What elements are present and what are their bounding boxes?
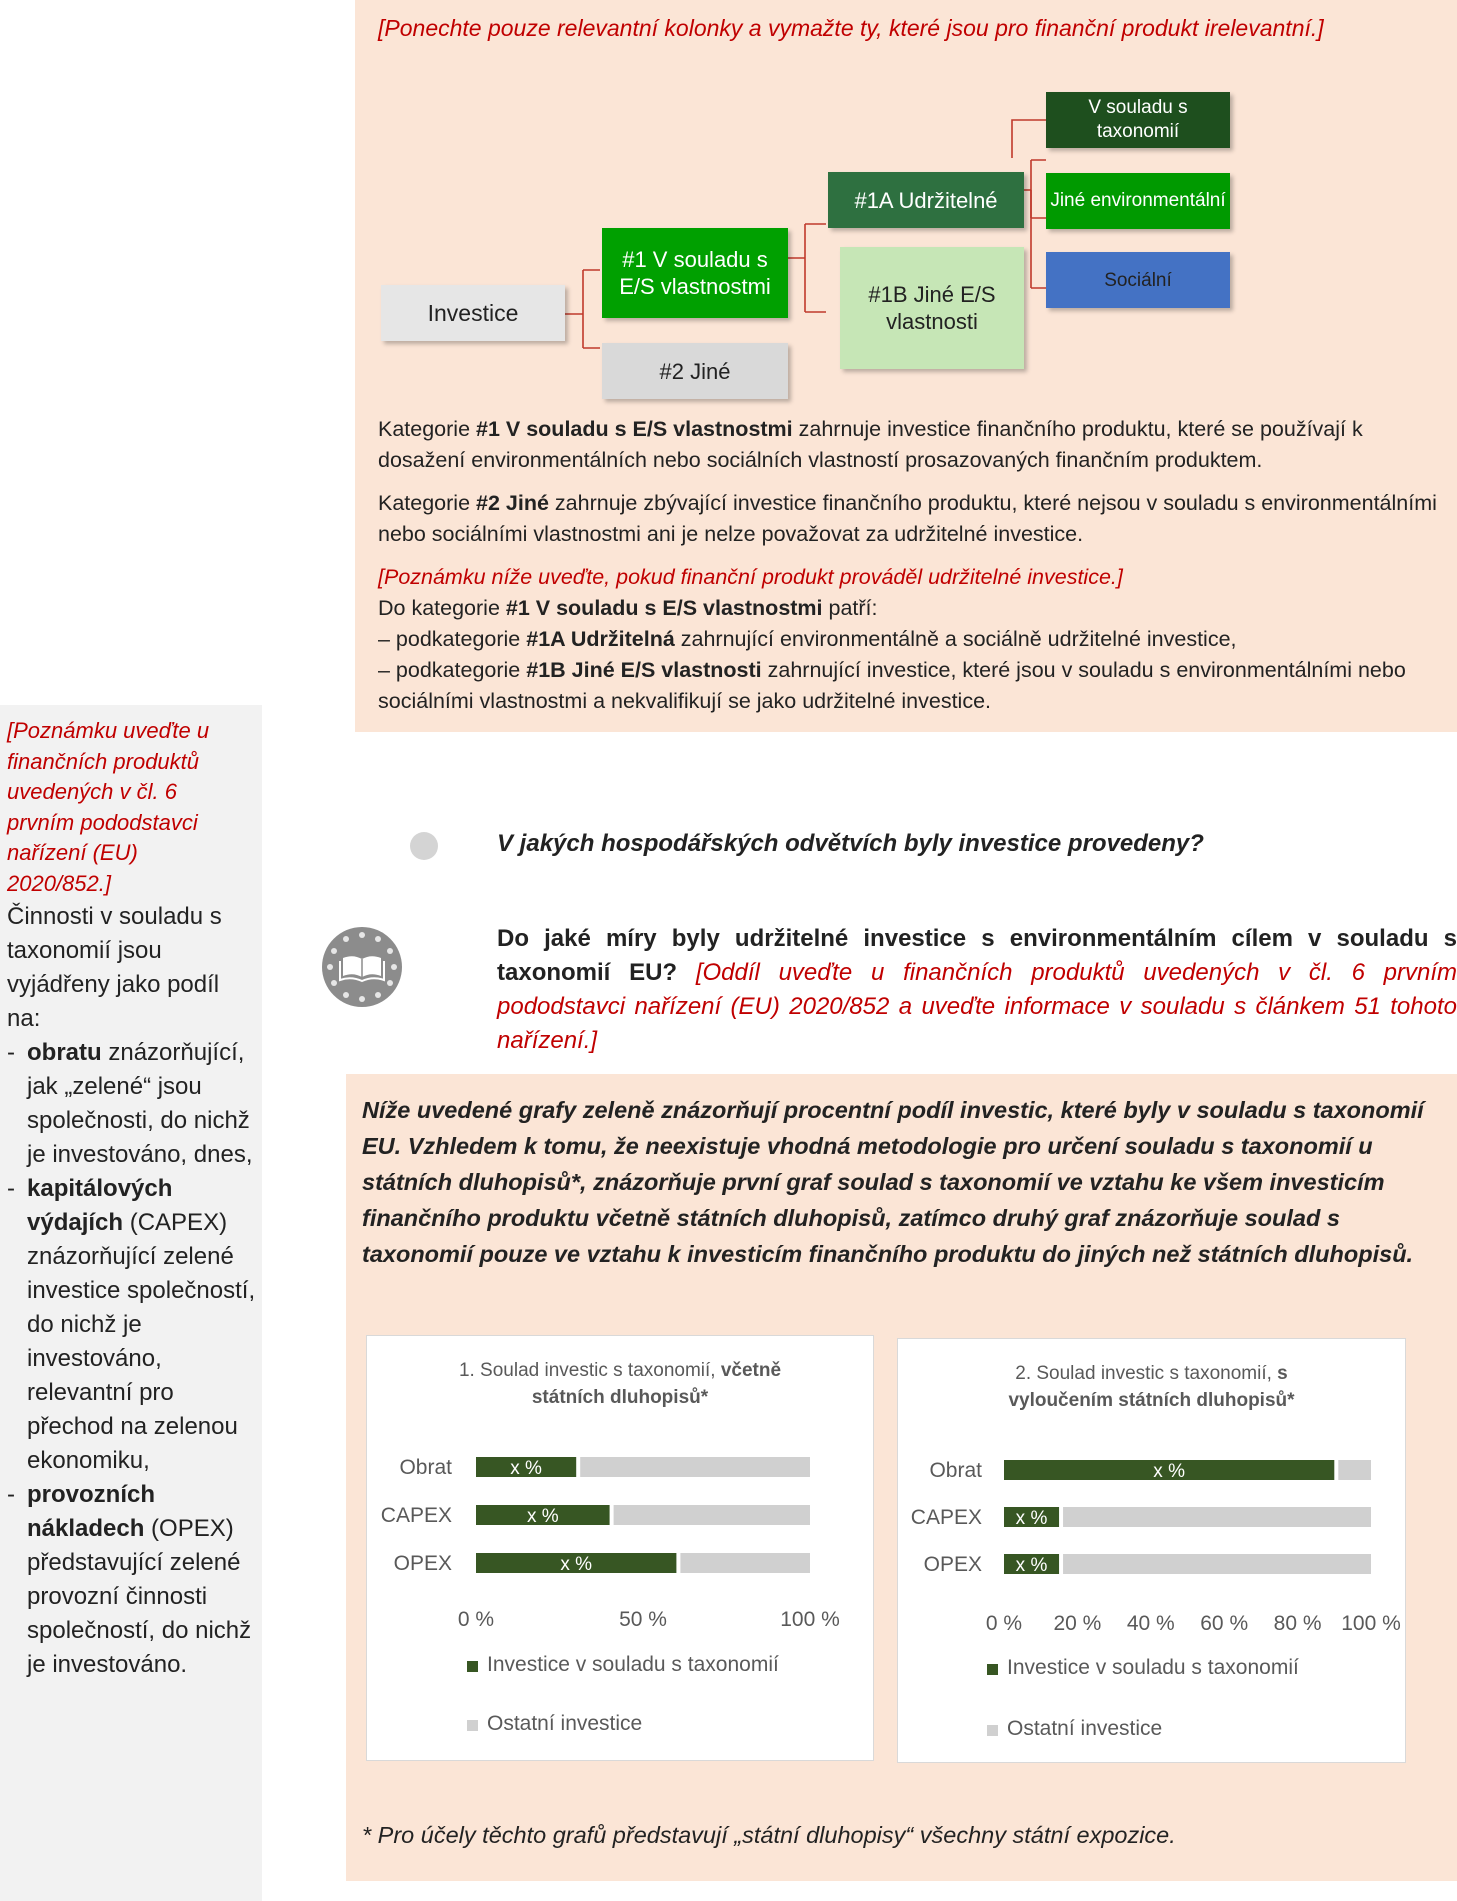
chart-title-line-1: 1. Soulad investic s taxonomií, včetně (458, 1360, 782, 1381)
chart-title (459, 1360, 781, 1408)
sidebar-note: [Poznámku uveďte u finančních produktů uvedených v čl. 6 prvním pododstavci nařízení (EU) 2020/852.] (7, 718, 210, 896)
category-label: CAPEX (910, 1506, 982, 1529)
x-tick-label: 40 % (1126, 1612, 1175, 1635)
graphs-intro-text: Níže uvedené grafy zeleně znázorňují procentní podíl investic, které byly v souladu s taxonomií EU. Vzhledem k tomu, že neexistuje vhodná metodologie pro určení souladu s taxonomií u státních dluhopisů*, znázorňuje první graf soulad s taxonomií ve vztahu ke všem investicím finančního produktu včetně státních dluhopisů, zatímco druhý graf znázorňuje soulad s taxonomií pouze ve vztahu k investicím finančního produktu do jiných než státních dluhopisů. (362, 1097, 1424, 1267)
bar-other-obrat (1338, 1460, 1371, 1480)
chart-title-line-2: vyloučením státních dluhopisů* (1008, 1390, 1295, 1411)
legend-swatch (467, 1720, 478, 1731)
chart-title-bold-1: včetně (720, 1360, 782, 1381)
sidebar-item-capex: - kapitálových výdajích (CAPEX) znázorňující zelené investice společností, do nichž je investováno, relevantní pro přechod na zelenou ekonomiku, (7, 1172, 257, 1478)
diagram-box-jine: #2 Jiné (602, 343, 788, 399)
category-label: OPEX (923, 1553, 982, 1576)
legend-swatch (987, 1664, 998, 1675)
chart-title-bold-1: s (1277, 1363, 1288, 1384)
chart-title (1008, 1363, 1295, 1411)
diagram-box-udrzitelne: #1A Udržitelné (828, 172, 1024, 228)
bar-other-opex (680, 1553, 810, 1573)
chart-svg (367, 1336, 873, 1760)
bar-other-opex (1063, 1554, 1371, 1574)
bar-other-obrat (580, 1457, 810, 1477)
sidebar-text (7, 900, 257, 1682)
category-label: OPEX (393, 1552, 452, 1575)
data-label: x % (1015, 1555, 1048, 1576)
category-label: Obrat (929, 1459, 982, 1482)
bullet-icon (410, 832, 438, 860)
data-label: x % (1153, 1461, 1185, 1482)
top-instruction-note: [Ponechte pouze relevantní kolonky a vymažte ty, které jsou pro finanční produkt irelevantní.] (378, 15, 1324, 41)
category-label: Obrat (399, 1456, 452, 1479)
category-label: CAPEX (380, 1504, 452, 1527)
chart-title-line-2: státních dluhopisů* (531, 1387, 709, 1408)
legend-swatch (467, 1661, 478, 1672)
desc-paragraph-3: [Poznámku níže uveďte, pokud finanční produkt prováděl udržitelné investice.] Do kategorie #1 V souladu s E/S vlastnostmi patří: – podkategorie #1A Udržitelná zahrnující environmentálně a sociálně udržitelné investice, – podkategorie #1B Jiné E/S vlastnosti zahrnující investice, které jsou v souladu s environmentálními nebo sociálními vlastnostmi a nekvalifikují se jako udržitelné investice. (378, 565, 1406, 713)
diagram-box-jine-env: Jiné environmentální (1046, 173, 1230, 229)
data-label: x % (1015, 1508, 1048, 1529)
sidebar-item-opex: - provozních nákladech (OPEX) představující zelené provozní činnosti společností, do nichž je investováno. (7, 1478, 257, 1682)
legend-label: Investice v souladu s taxonomií (1007, 1656, 1299, 1679)
bar-other-capex (1063, 1507, 1371, 1527)
legend-label: Ostatní investice (487, 1712, 643, 1735)
sidebar-item-obrat: - obratu znázorňující, jak „zelené“ jsou společnosti, do nichž je investováno, dnes, (7, 1036, 257, 1172)
x-tick-label: 60 % (1200, 1612, 1249, 1635)
x-tick-label: 80 % (1273, 1612, 1322, 1635)
desc-paragraph-1: Kategorie #1 V souladu s E/S vlastnostmi zahrnuje investice finančního produktu, které se používají k dosažení environmentálních nebo sociálních vlastností prosazovaných finančním produktem. (378, 417, 1363, 472)
bar-other-capex (614, 1505, 810, 1525)
diagram-box-taxonomii: V souladu s taxonomií (1046, 92, 1230, 148)
diagram-box-v-souladu-es: #1 V souladu s E/S vlastnostmi (602, 228, 788, 318)
diagram-box-investice: Investice (381, 285, 565, 341)
eu-taxonomy-book-icon (321, 926, 403, 1008)
chart-including-sovereign (366, 1335, 874, 1761)
chart-excluding-sovereign (897, 1338, 1406, 1763)
diagram-box-jine-es: #1B Jiné E/S vlastnosti (840, 247, 1024, 369)
sidebar-intro: Činnosti v souladu s taxonomií jsou vyjádřeny jako podíl na: (7, 903, 222, 1032)
chart-title-line-1: 2. Soulad investic s taxonomií, s (1015, 1363, 1288, 1384)
desc-paragraph-2: Kategorie #2 Jiné zahrnuje zbývající investice finančního produktu, které nejsou v souladu s environmentálními nebo sociálními vlastnostmi ani je nelze považovat za udržitelné investice. (378, 491, 1437, 546)
x-tick-label: 50 % (619, 1608, 667, 1631)
question-taxonomy: Do jaké míry byly udržitelné investice s environmentálním cílem v souladu s taxonomií EU? [Oddíl uveďte u finančních produktů uvedených v čl. 6 prvním pododstavci nařízení (EU) 2020/852 a uveďte informace v souladu s článkem 51 tohoto nařízení.] (497, 925, 1457, 1054)
chart-svg (898, 1339, 1405, 1762)
x-tick-label: 20 % (1053, 1612, 1102, 1635)
x-tick-label: 0 % (457, 1608, 495, 1631)
legend-swatch (987, 1725, 998, 1736)
data-label: x % (510, 1458, 542, 1479)
x-tick-label: 100 % (780, 1608, 840, 1631)
question-sectors: V jakých hospodářských odvětvích byly investice provedeny? (497, 830, 1204, 857)
legend-label: Ostatní investice (1007, 1717, 1163, 1740)
data-label: x % (526, 1506, 559, 1527)
footnote: * Pro účely těchto grafů představují „státní dluhopisy“ všechny státní expozice. (362, 1822, 1176, 1848)
x-tick-label: 0 % (985, 1612, 1023, 1635)
data-label: x % (560, 1554, 593, 1575)
x-tick-label: 100 % (1341, 1612, 1401, 1635)
diagram-box-socialni: Sociální (1046, 252, 1230, 308)
category-description (378, 414, 1438, 717)
legend-label: Investice v souladu s taxonomií (487, 1653, 779, 1676)
